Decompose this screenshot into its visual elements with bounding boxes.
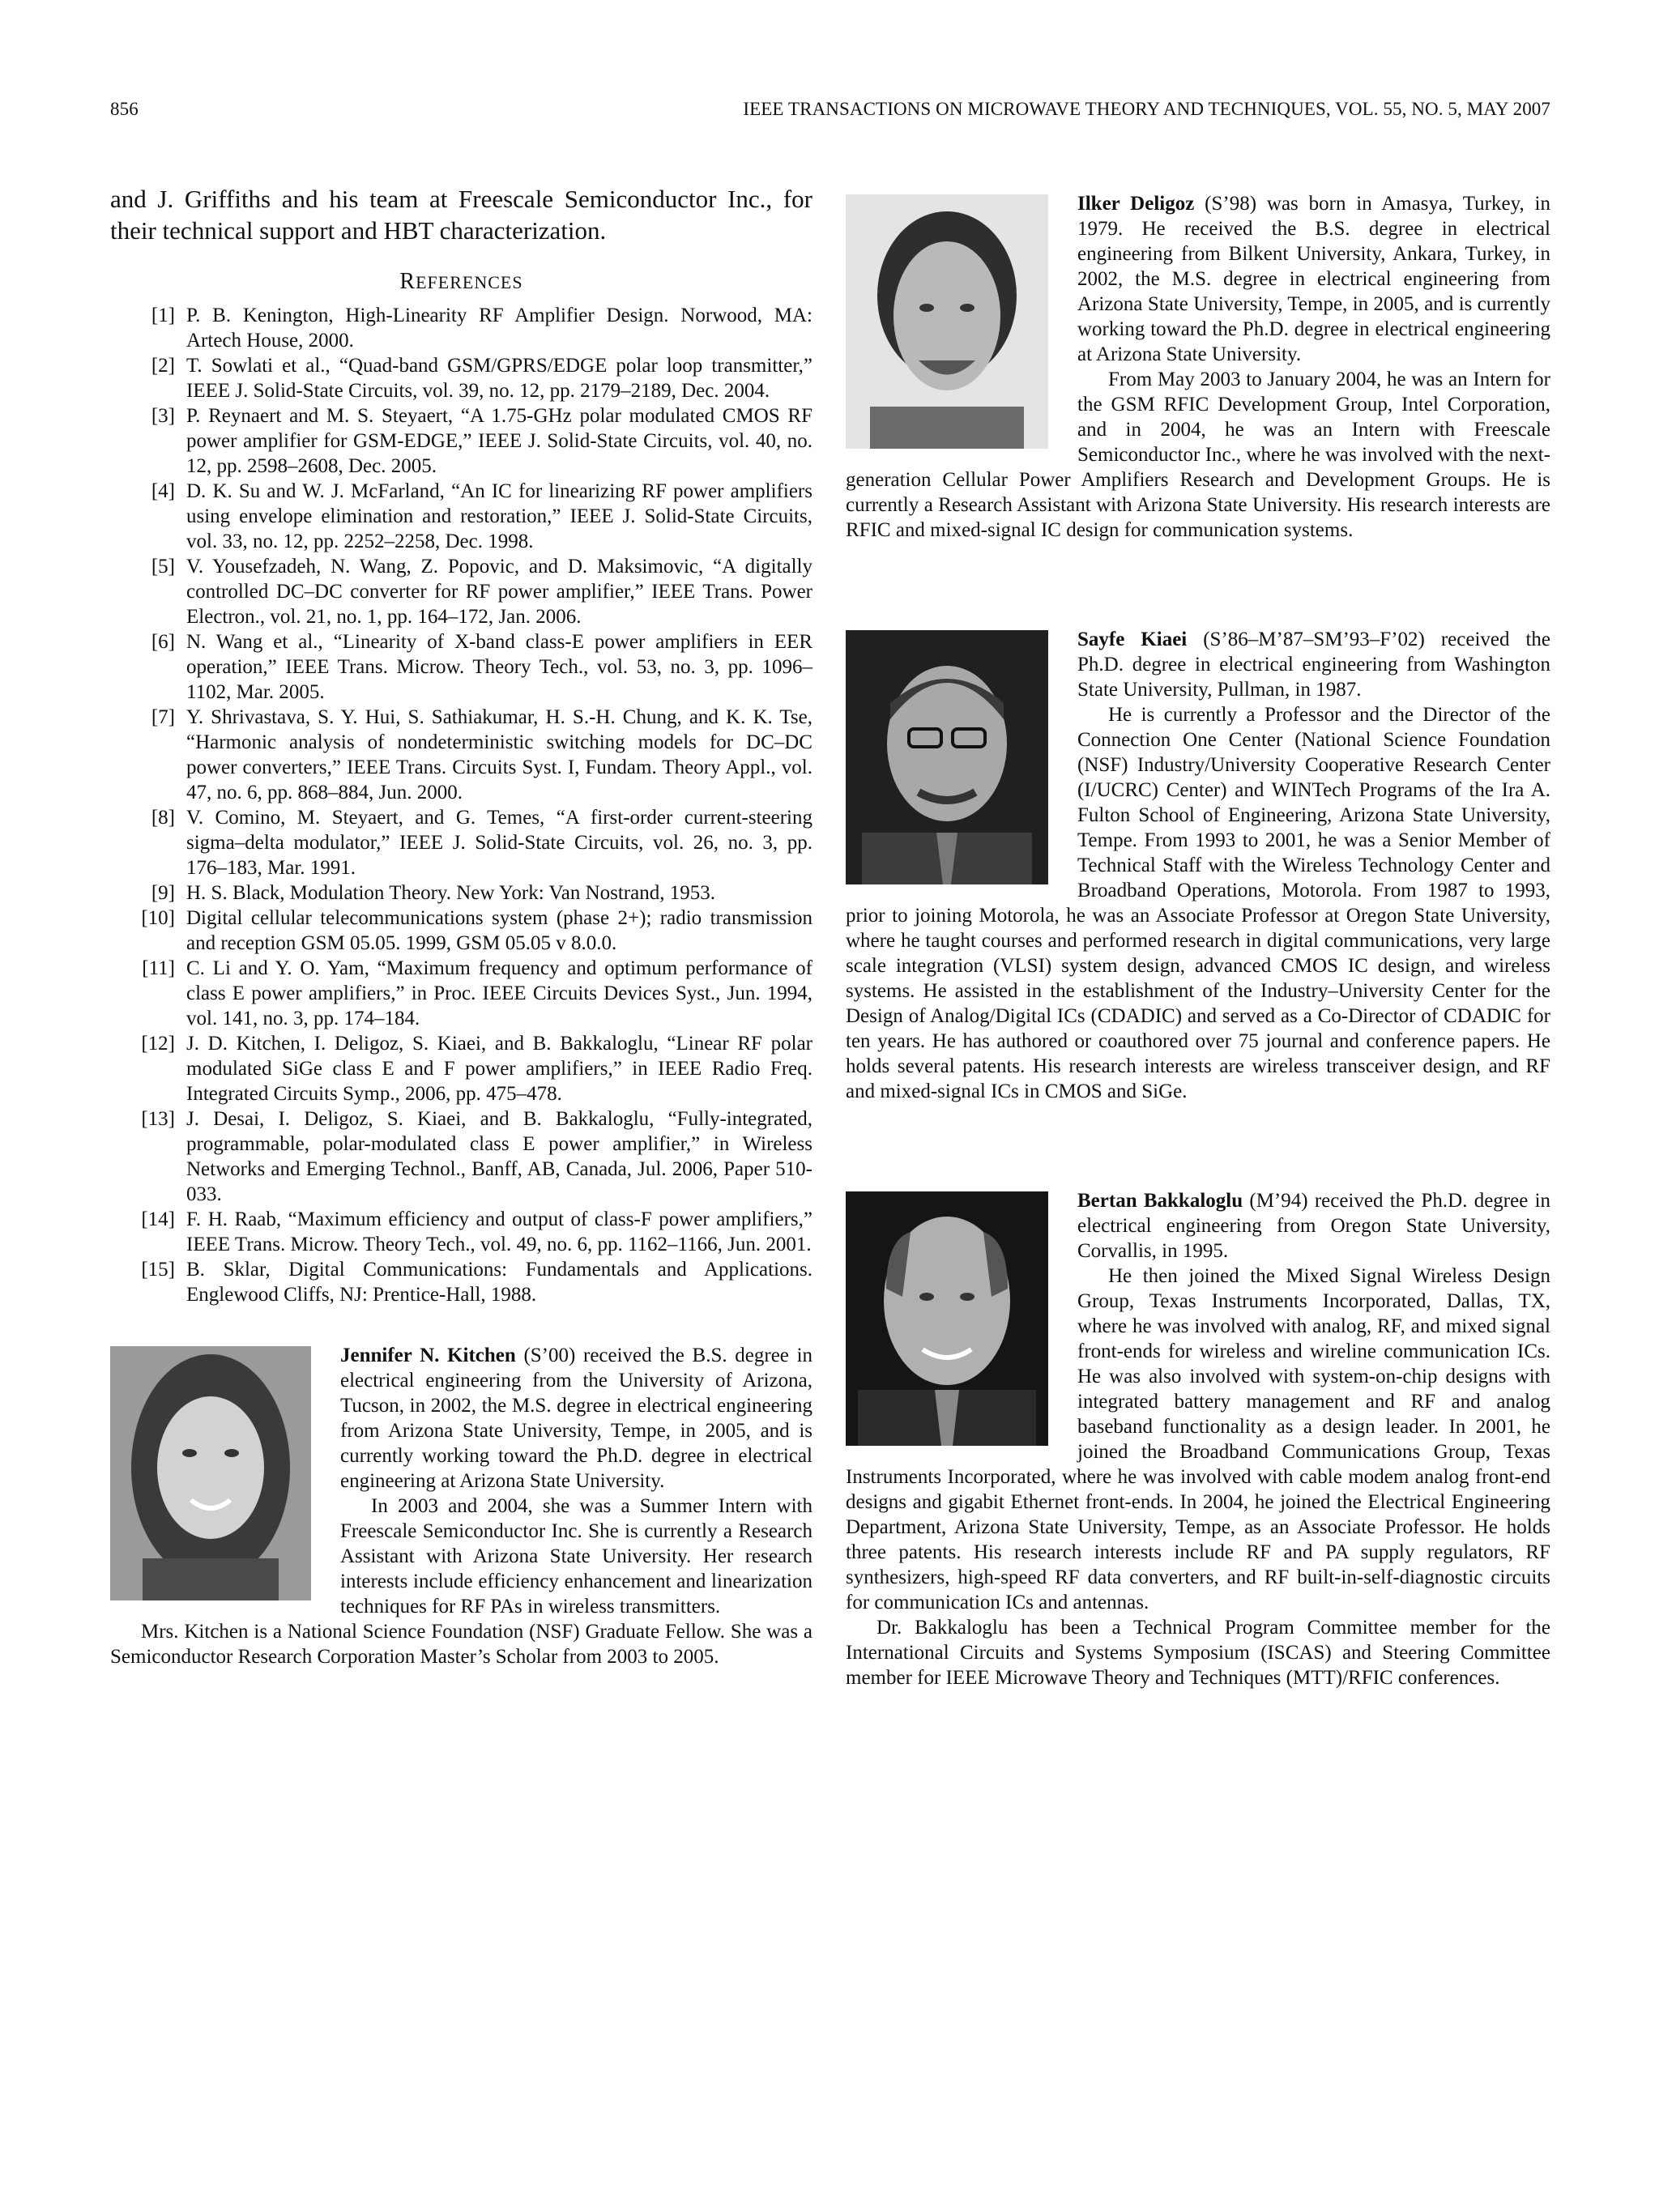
reference-number: [4]: [151, 480, 175, 502]
reference-text: J. Desai, I. Deligoz, S. Kiaei, and B. Bakkaloglu, “Fully-integrated, programmable, polar-modulated class E power amplifier,” in Wireless Networks and Emerging Technol., Banff, AB, Canada, Jul. 2006, Paper 510-033.: [186, 1108, 812, 1205]
author-name: Ilker Deligoz: [1077, 193, 1195, 215]
reference-number: [6]: [151, 631, 175, 653]
reference-item: [110, 303, 812, 353]
author-photo-kiaei: [846, 630, 1048, 884]
reference-item: [110, 403, 812, 479]
reference-item: [110, 554, 812, 629]
page-number: 856: [110, 99, 139, 119]
reference-number: [14]: [141, 1208, 175, 1230]
reference-text: Y. Shrivastava, S. Y. Hui, S. Sathiakumar, H. S.-H. Chung, and K. K. Tse, “Harmonic analysis of nondeterministic switching models for DC–DC power converters,” IEEE Trans. Circuits Syst. I, Fundam. Theory Appl., vol. 47, no. 6, pp. 868–884, Jun. 2000.: [186, 706, 812, 803]
reference-item: [110, 1106, 812, 1207]
author-name: Jennifer N. Kitchen: [340, 1345, 516, 1366]
page-header: [110, 99, 1550, 123]
reference-text: F. H. Raab, “Maximum efficiency and output of class-F power amplifiers,” IEEE Trans. Microw. Theory Tech., vol. 49, no. 6, pp. 1162–1166, Jun. 2001.: [186, 1208, 812, 1255]
reference-text: C. Li and Y. O. Yam, “Maximum frequency and optimum performance of class E power amplifiers,” in Proc. IEEE Circuits Devices Syst., Jun. 1994, vol. 141, no. 3, pp. 174–184.: [186, 957, 812, 1029]
reference-text: P. B. Kenington, High-Linearity RF Amplifier Design. Norwood, MA: Artech House, 2000.: [186, 305, 812, 352]
reference-number: [10]: [141, 907, 175, 929]
left-column: [110, 183, 812, 1669]
reference-number: [1]: [151, 305, 175, 326]
bio-paragraph: (S’86–M’87–SM’93–F’02) received the Ph.D. degree in electrical engineering from Washington State University, Pullman, in 1987.: [1077, 629, 1551, 701]
reference-item: [110, 629, 812, 705]
portrait-icon: [846, 1191, 1048, 1446]
reference-item: [110, 1207, 812, 1257]
reference-item: [110, 1031, 812, 1106]
author-photo-bakkaloglu: [846, 1191, 1048, 1446]
author-name: Sayfe Kiaei: [1077, 629, 1188, 650]
reference-text: P. Reynaert and M. S. Steyaert, “A 1.75-GHz polar modulated CMOS RF power amplifier for GSM-EDGE,” IEEE J. Solid-State Circuits, vol. 40, no. 12, pp. 2598–2608, Dec. 2005.: [186, 405, 812, 477]
bio-paragraph: Mrs. Kitchen is a National Science Foundation (NSF) Graduate Fellow. She was a Semiconductor Research Corporation Master’s Scholar from 2003 to 2005.: [110, 1621, 812, 1668]
bio-kitchen: [110, 1343, 812, 1669]
author-name: Bertan Bakkaloglu: [1077, 1190, 1243, 1212]
portrait-icon: [110, 1346, 311, 1600]
bio-deligoz: [846, 191, 1550, 543]
reference-number: [3]: [151, 405, 175, 427]
bio-paragraph: He is currently a Professor and the Director of the Connection One Center (National Science Foundation (NSF) Industry/University Cooperative Research Center (I/UCRC) Center) and WINTech Programs of the Ira A. Fulton School of Engineering, Arizona State University, Tempe. From 1993 to 2001, he was a Senior Member of Technical Staff with the Wireless Technology Center and Broadband Operations, Motorola. From 1987 to 1993, prior to joining Motorola, he was an Associate Professor at Oregon State University, where he taught courses and performed research in digital communications, very large scale integration (VLSI) system design, advanced CMOS IC design, and wireless systems. He assisted in the establishment of the Industry–University Center for the Design of Analog/Digital ICs (CDADIC) and served as a Co-Director of CDADIC for ten years. He has authored or coauthored over 75 journal and conference papers. He holds several patents. His research interests are wireless transceiver design, and RF and mixed-signal ICs in CMOS and SiGe.: [846, 704, 1550, 1102]
references-heading-rest: EFERENCES: [416, 272, 523, 292]
reference-item: [110, 880, 812, 906]
reference-text: B. Sklar, Digital Communications: Fundamentals and Applications. Englewood Cliffs, NJ: Prentice-Hall, 1988.: [186, 1259, 812, 1306]
references-heading-initial: R: [399, 269, 416, 294]
journal-title: IEEE TRANSACTIONS ON MICROWAVE THEORY AND TECHNIQUES, VOL. 55, NO. 5, MAY 2007: [743, 99, 1550, 119]
reference-text: Digital cellular telecommunications system (phase 2+); radio transmission and reception GSM 05.05. 1999, GSM 05.05 v 8.0.0.: [186, 907, 812, 954]
reference-text: H. S. Black, Modulation Theory. New York: Van Nostrand, 1953.: [186, 882, 715, 904]
reference-number: [12]: [141, 1033, 175, 1055]
portrait-icon: [846, 194, 1048, 449]
reference-number: [5]: [151, 556, 175, 578]
bio-paragraph: Dr. Bakkaloglu has been a Technical Program Committee member for the International Circuits and Systems Symposium (ISCAS) and Steering Committee member for IEEE Microwave Theory and Techniques (MTT)/RFIC conferences.: [846, 1617, 1550, 1689]
reference-number: [7]: [151, 706, 175, 728]
portrait-icon: [846, 630, 1048, 884]
bio-bakkaloglu: [846, 1188, 1550, 1690]
bio-paragraph: In 2003 and 2004, she was a Summer Intern with Freescale Semiconductor Inc. She is currently a Research Assistant with Arizona State University. Her research interests include efficiency enhancement and linearization techniques for RF PAs in wireless transmitters.: [340, 1495, 812, 1617]
reference-number: [11]: [142, 957, 175, 979]
bio-paragraph: (S’98) was born in Amasya, Turkey, in 1979. He received the B.S. degree in electrical engineering from Bilkent University, Ankara, Turkey, in 2002, the M.S. degree in electrical engineering from Arizona State University, Tempe, in 2005, and is currently working toward the Ph.D. degree in electrical engineering at Arizona State University.: [1077, 193, 1551, 365]
reference-number: [13]: [141, 1108, 175, 1130]
reference-item: [110, 705, 812, 805]
reference-text: V. Comino, M. Steyaert, and G. Temes, “A first-order current-steering sigma–delta modulator,” IEEE J. Solid-State Circuits, vol. 26, no. 3, pp. 176–183, Mar. 1991.: [186, 807, 812, 879]
reference-item: [110, 956, 812, 1031]
reference-text: V. Yousefzadeh, N. Wang, Z. Popovic, and D. Maksimovic, “A digitally controlled DC–DC converter for RF power amplifier,” IEEE Trans. Power Electron., vol. 21, no. 1, pp. 164–172, Jan. 2006.: [186, 556, 812, 628]
acknowledgment-text: and J. Griffiths and his team at Freescale Semiconductor Inc., for their technical support and HBT characterization.: [110, 185, 812, 245]
bio-paragraph: From May 2003 to January 2004, he was an Intern for the GSM RFIC Development Group, Intel Corporation, and in 2004, he was an Intern with Freescale Semiconductor Inc., where he was involved with the next-generation Cellular Power Amplifiers Research and Development Groups. He is currently a Research Assistant with Arizona State University. His research interests are RFIC and mixed-signal IC design for communication systems.: [846, 369, 1550, 541]
reference-text: J. D. Kitchen, I. Deligoz, S. Kiaei, and B. Bakkaloglu, “Linear RF polar modulated SiGe class E and F power amplifiers,” in IEEE Radio Freq. Integrated Circuits Symp., 2006, pp. 475–478.: [186, 1033, 812, 1105]
reference-text: T. Sowlati et al., “Quad-band GSM/GPRS/EDGE polar loop transmitter,” IEEE J. Solid-State Circuits, vol. 39, no. 12, pp. 2179–2189, Dec. 2004.: [186, 355, 812, 402]
reference-list: [110, 303, 812, 1307]
reference-item: [110, 805, 812, 880]
reference-item: [110, 906, 812, 956]
reference-text: D. K. Su and W. J. McFarland, “An IC for linearizing RF power amplifiers using envelope elimination and restoration,” IEEE J. Solid-State Circuits, vol. 33, no. 12, pp. 2252–2258, Dec. 1998.: [186, 480, 812, 552]
right-column: [846, 183, 1550, 1690]
references-heading: [110, 269, 812, 295]
reference-item: [110, 353, 812, 403]
reference-number: [8]: [151, 807, 175, 829]
bio-paragraph: (S’00) received the B.S. degree in electrical engineering from the University of Arizona, Tucson, in 2002, the M.S. degree in electrical engineering from Arizona State University, Tempe, in 2005, and is currently working toward the Ph.D. degree in electrical engineering at Arizona State University.: [340, 1345, 813, 1492]
reference-item: [110, 1257, 812, 1307]
reference-text: N. Wang et al., “Linearity of X-band class-E power amplifiers in EER operation,” IEEE Trans. Microw. Theory Tech., vol. 53, no. 3, pp. 1096–1102, Mar. 2005.: [186, 631, 812, 703]
bio-kiaei: [846, 627, 1550, 1104]
bio-paragraph: He then joined the Mixed Signal Wireless Design Group, Texas Instruments Incorporated, Dallas, TX, where he was involved with analog, RF, and mixed signal front-ends for wireless and wireline communication ICs. He was also involved with system-on-chip designs with integrated battery management and RF and analog baseband functionality as a design leader. In 2001, he joined the Broadband Communications Group, Texas Instruments Incorporated, where he was involved with cable modem analog front-end designs and gigabit Ethernet front-ends. In 2004, he joined the Electrical Engineering Department, Arizona State University, Tempe, as an Associate Professor. He holds three patents. His research interests include RF and PA supply regulators, RF synthesizers, high-speed RF data converters, and RF built-in-self-diagnostic circuits for communication ICs and antennas.: [846, 1265, 1550, 1613]
reference-number: [2]: [151, 355, 175, 377]
author-photo-deligoz: [846, 194, 1048, 449]
reference-number: [15]: [141, 1259, 175, 1281]
bio-paragraph: (M’94) received the Ph.D. degree in electrical engineering from Oregon State University, Corvallis, in 1995.: [1077, 1190, 1551, 1262]
author-photo-kitchen: [110, 1346, 311, 1600]
reference-item: [110, 479, 812, 554]
reference-number: [9]: [151, 882, 175, 904]
